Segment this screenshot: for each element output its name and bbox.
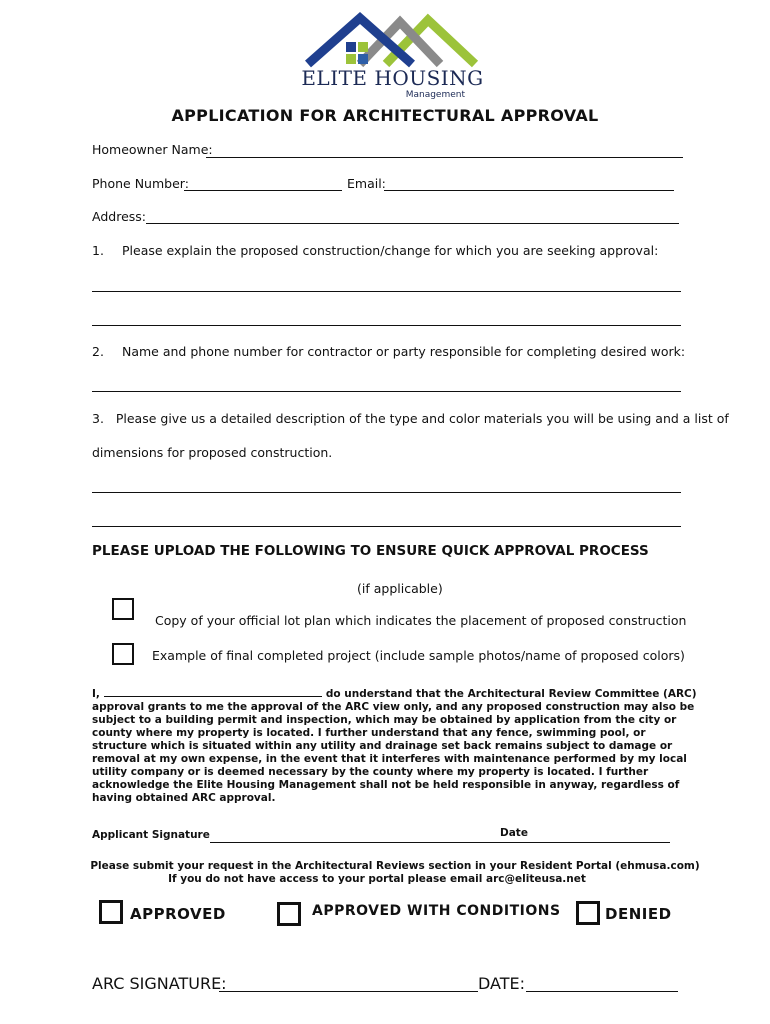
arc-date-label: DATE: — [478, 974, 526, 993]
pledge-name-field[interactable] — [104, 696, 322, 697]
q3-answer-line-2[interactable] — [92, 526, 681, 527]
denied-checkbox[interactable] — [576, 901, 600, 925]
submit-instructions-line-2: If you do not have access to your portal please email arc@eliteusa.net — [168, 873, 586, 885]
homeowner-field[interactable] — [206, 157, 683, 158]
page-title: APPLICATION FOR ARCHITECTURAL APPROVAL — [171, 106, 599, 125]
upload-note: (if applicable) — [357, 581, 443, 596]
upload-heading: PLEASE UPLOAD THE FOLLOWING TO ENSURE QUICK APPROVAL PROCESS — [92, 543, 649, 559]
q1-number: 1. — [92, 243, 104, 258]
applicant-date-label: Date — [500, 827, 528, 839]
pledge-prefix: I, — [92, 688, 100, 700]
address-field[interactable] — [146, 223, 679, 224]
arc-signature-label: ARC SIGNATURE: — [92, 974, 227, 993]
applicant-signature-field[interactable] — [210, 842, 670, 843]
q3-answer-line-1[interactable] — [92, 492, 681, 493]
arc-signature-field[interactable] — [219, 991, 478, 992]
final-project-label: Example of final completed project (include sample photos/name of proposed colors) — [152, 648, 685, 663]
email-field[interactable] — [384, 190, 674, 191]
approved-with-conditions-checkbox[interactable] — [277, 902, 301, 926]
final-project-checkbox[interactable] — [112, 643, 134, 665]
address-label: Address: — [92, 209, 146, 224]
q1-answer-line-2[interactable] — [92, 325, 681, 326]
q3-text-line-2: dimensions for proposed construction. — [92, 445, 333, 460]
logo-brand: ELITE HOUSING — [301, 66, 484, 90]
email-label: Email: — [347, 176, 386, 191]
q2-text: Name and phone number for contractor or party responsible for completing desired work: — [122, 344, 686, 359]
homeowner-label: Homeowner Name: — [92, 142, 213, 157]
phone-label: Phone Number: — [92, 176, 189, 191]
denied-label: DENIED — [605, 905, 672, 923]
submit-instructions-line-1: Please submit your request in the Architectural Reviews section in your Resident Portal (ehmusa.com) — [90, 860, 700, 872]
lot-plan-label: Copy of your official lot plan which indicates the placement of proposed construction — [155, 613, 687, 628]
applicant-signature-label: Applicant Signature — [92, 829, 210, 841]
phone-field[interactable] — [184, 190, 342, 191]
lot-plan-checkbox[interactable] — [112, 598, 134, 620]
q1-answer-line-1[interactable] — [92, 291, 681, 292]
q1-text: Please explain the proposed construction/change for which you are seeking approval: — [122, 243, 659, 258]
logo-sub: Management — [405, 90, 465, 100]
pledge-text: do understand that the Architectural Review Committee (ARC) approval grants to me the approval of the ARC view only, and any proposed construction may also be subject to a building permit and inspection, which may be obtained by application from the city or county where my property is located. I further understand that any fence, swimming pool, or structure which is situated within any utility and drainage set back remains subject to damage or removal at my own expense, in the event that it interferes with maintenance performed by my local utility company or is deemed necessary by the county where my property is located. I further acknowledge the Elite Housing Management shall not be held responsible in anyway, regardless of having obtained ARC approval. — [92, 688, 697, 804]
approved-with-conditions-label: APPROVED WITH CONDITIONS — [312, 903, 561, 919]
elite-housing-logo — [300, 12, 485, 100]
approved-label: APPROVED — [130, 905, 226, 923]
approved-checkbox[interactable] — [99, 900, 123, 924]
q2-answer-line[interactable] — [92, 391, 681, 392]
q3-text-line-1: 3. Please give us a detailed description of the type and color materials you will be using and a list of — [92, 411, 729, 426]
q2-number: 2. — [92, 344, 104, 359]
pledge-paragraph — [92, 688, 704, 805]
house-roofs-icon — [300, 12, 485, 72]
arc-date-field[interactable] — [526, 991, 678, 992]
